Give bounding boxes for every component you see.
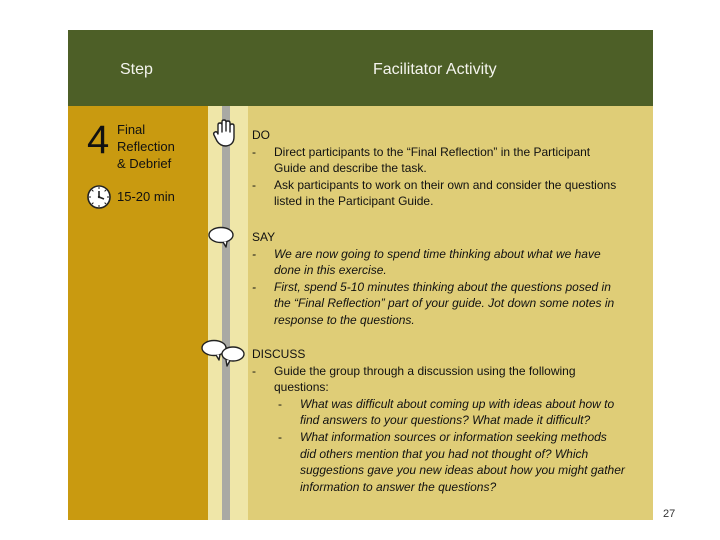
- question-item: - What information sources or information seeking methods did others mention that you had not thought of? Which suggestions gave you new ideas about how you might gather information to answer the questions?: [252, 429, 652, 495]
- question-line: What information sources or information seeking methods: [300, 429, 607, 444]
- hand-icon: [212, 118, 238, 148]
- discuss-section: [252, 346, 652, 495]
- table-header: [68, 30, 653, 106]
- clock-icon: [86, 184, 112, 210]
- step-title-line: Final: [117, 122, 146, 137]
- list-item-line: questions:: [274, 380, 329, 395]
- do-section: [252, 127, 652, 210]
- discussion-bubbles-icon: [200, 338, 246, 368]
- list-item-line: Ask participants to work on their own and consider the questions: [274, 177, 617, 192]
- list-item-line: We are now going to spend time thinking about what we have: [274, 246, 601, 261]
- list-item-line: Direct participants to the “Final Reflection” in the Participant: [274, 144, 591, 159]
- discuss-heading: DISCUSS: [252, 347, 306, 361]
- question-line: suggestions gave you new ideas about how you might gather: [300, 463, 625, 478]
- step-title-line: & Debrief: [117, 156, 172, 171]
- list-item-line: listed in the Participant Guide.: [274, 194, 434, 209]
- list-item-line: the “Final Reflection” part of your guide. Jot down some notes in: [274, 296, 615, 311]
- list-item-line: Guide the group through a discussion using the following: [274, 363, 576, 378]
- step-column-header: Step: [120, 61, 153, 78]
- list-item-line: Guide and describe the task.: [274, 161, 427, 176]
- activity-column-header: Facilitator Activity: [373, 61, 497, 78]
- speech-bubble-icon: [207, 226, 235, 248]
- step-number: 4: [87, 118, 110, 162]
- list-item: - Ask participants to work on their own and consider the questions listed in the Participant Guide.: [252, 177, 652, 210]
- list-item: - Direct participants to the “Final Reflection” in the Participant Guide and describe the task.: [252, 144, 652, 177]
- step-duration: 15-20 min: [117, 189, 175, 204]
- question-line: find answers to your questions? What made it difficult?: [300, 413, 591, 428]
- list-item-line: done in this exercise.: [274, 263, 387, 278]
- question-line: What was difficult about coming up with ideas about how to: [300, 396, 615, 411]
- say-heading: SAY: [252, 230, 276, 244]
- step-title-line: Reflection: [117, 139, 175, 154]
- question-item: - What was difficult about coming up with ideas about how to find answers to your questions? What made it difficult?: [252, 396, 652, 429]
- list-item-line: response to the questions.: [274, 312, 415, 327]
- question-line: did others mention that you had not thought of? Which: [300, 446, 589, 461]
- question-line: information to answer the questions?: [300, 479, 497, 494]
- do-heading: DO: [252, 128, 270, 142]
- list-item: - Guide the group through a discussion using the following questions:: [252, 363, 652, 396]
- list-item: - We are now going to spend time thinking about what we have done in this exercise.: [252, 246, 652, 279]
- timeline-bar: [222, 106, 230, 520]
- step-title: [117, 121, 207, 172]
- list-item-line: First, spend 5-10 minutes thinking about the questions posed in: [274, 279, 611, 294]
- say-section: [252, 229, 652, 329]
- list-item: - First, spend 5-10 minutes thinking about the questions posed in the “Final Reflection” part of your guide. Jot down some notes in response to the questions.: [252, 279, 652, 329]
- page-number: 27: [663, 508, 676, 520]
